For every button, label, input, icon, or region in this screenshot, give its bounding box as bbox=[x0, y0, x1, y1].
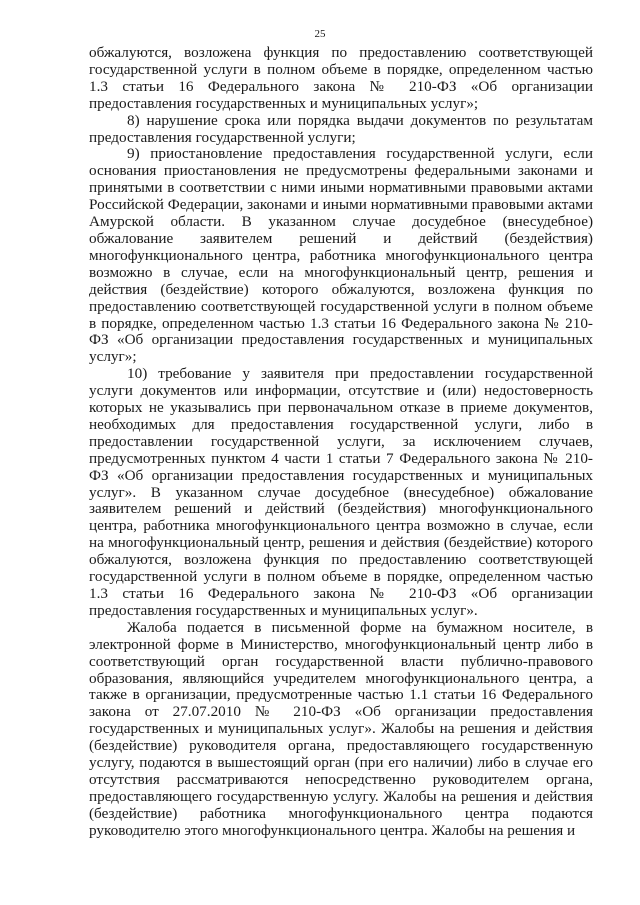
paragraph-item-8: 8) нарушение срока или порядка выдачи документов по результатам предоставления государственной услуги; bbox=[89, 111, 593, 146]
paragraph-continuation: обжалуются, возложена функция по предоставлению соответствующей государственной услуги в полном объеме в порядке, определенном частью 1.3 статьи 16 Федерального закона № 210-ФЗ «Об организации предоставления государственных и муниципальных услуг»; bbox=[89, 44, 593, 112]
paragraph-item-9: 9) приостановление предоставления государственной услуги, если основания приостановления не предусмотрены федеральными законами и принятыми в соответствии с ними иными нормативными правовыми актами Российской Федерации, законами и иными нормативными правовыми актами Амурской области. В указанном случае досудебное (внесудебное) обжалование заявителем решений и действий (бездействия) многофункционального центра, работника многофункционального центра возможно в случае, если на многофункциональный центр, решения и действия (бездействие) которого обжалуются, возложена функция по предоставлению соответствующей государственной услуги в полном объеме в порядке, определенном частью 1.3 статьи 16 Федерального закона № 210-ФЗ «Об организации предоставления государственных и муниципальных услуг»; bbox=[89, 145, 593, 366]
document-body bbox=[89, 45, 593, 840]
page-number: 25 bbox=[314, 28, 326, 40]
paragraph-item-10: 10) требование у заявителя при предоставлении государственной услуги документов или информации, отсутствие и (или) недостоверность которых не указывались при первоначальном отказе в приеме документов, необходимых для предоставления государственной услуги, либо в предоставлении государственной услуги, за исключением случаев, предусмотренных пунктом 4 части 1 статьи 7 Федерального закона № 210-ФЗ «Об организации предоставления государственных и муниципальных услуг». В указанном случае досудебное (внесудебное) обжалование заявителем решений и действий (бездействия) многофункционального центра, работника многофункционального центра возможно в случае, если на многофункциональный центр, решения и действия (бездействие) которого обжалуются, возложена функция по предоставлению соответствующей государственной услуги в полном объеме в порядке, определенном частью 1.3 статьи 16 Федерального закона № 210-ФЗ «Об организации предоставления государственных и муниципальных услуг». bbox=[89, 365, 593, 619]
paragraph-complaint-submission: Жалоба подается в письменной форме на бумажном носителе, в электронной форме в Министерство, многофункциональный центр либо в соответствующий орган государственной власти публично-правового образования, являющийся учредителем многофункционального центра, а также в организации, предусмотренные частью 1.1 статьи 16 Федерального закона от 27.07.2010 № 210-ФЗ «Об организации предоставления государственных и муниципальных услуг». Жалобы на решения и действия (бездействие) руководителя органа, предоставляющего государственную услугу, подаются в вышестоящий орган (при его наличии) либо в случае его отсутствия рассматриваются непосредственно руководителем органа, предоставляющего государственную услугу. Жалобы на решения и действия (бездействие) работника многофункционального центра подаются руководителю этого многофункционального центра. Жалобы на решения и bbox=[89, 618, 593, 839]
